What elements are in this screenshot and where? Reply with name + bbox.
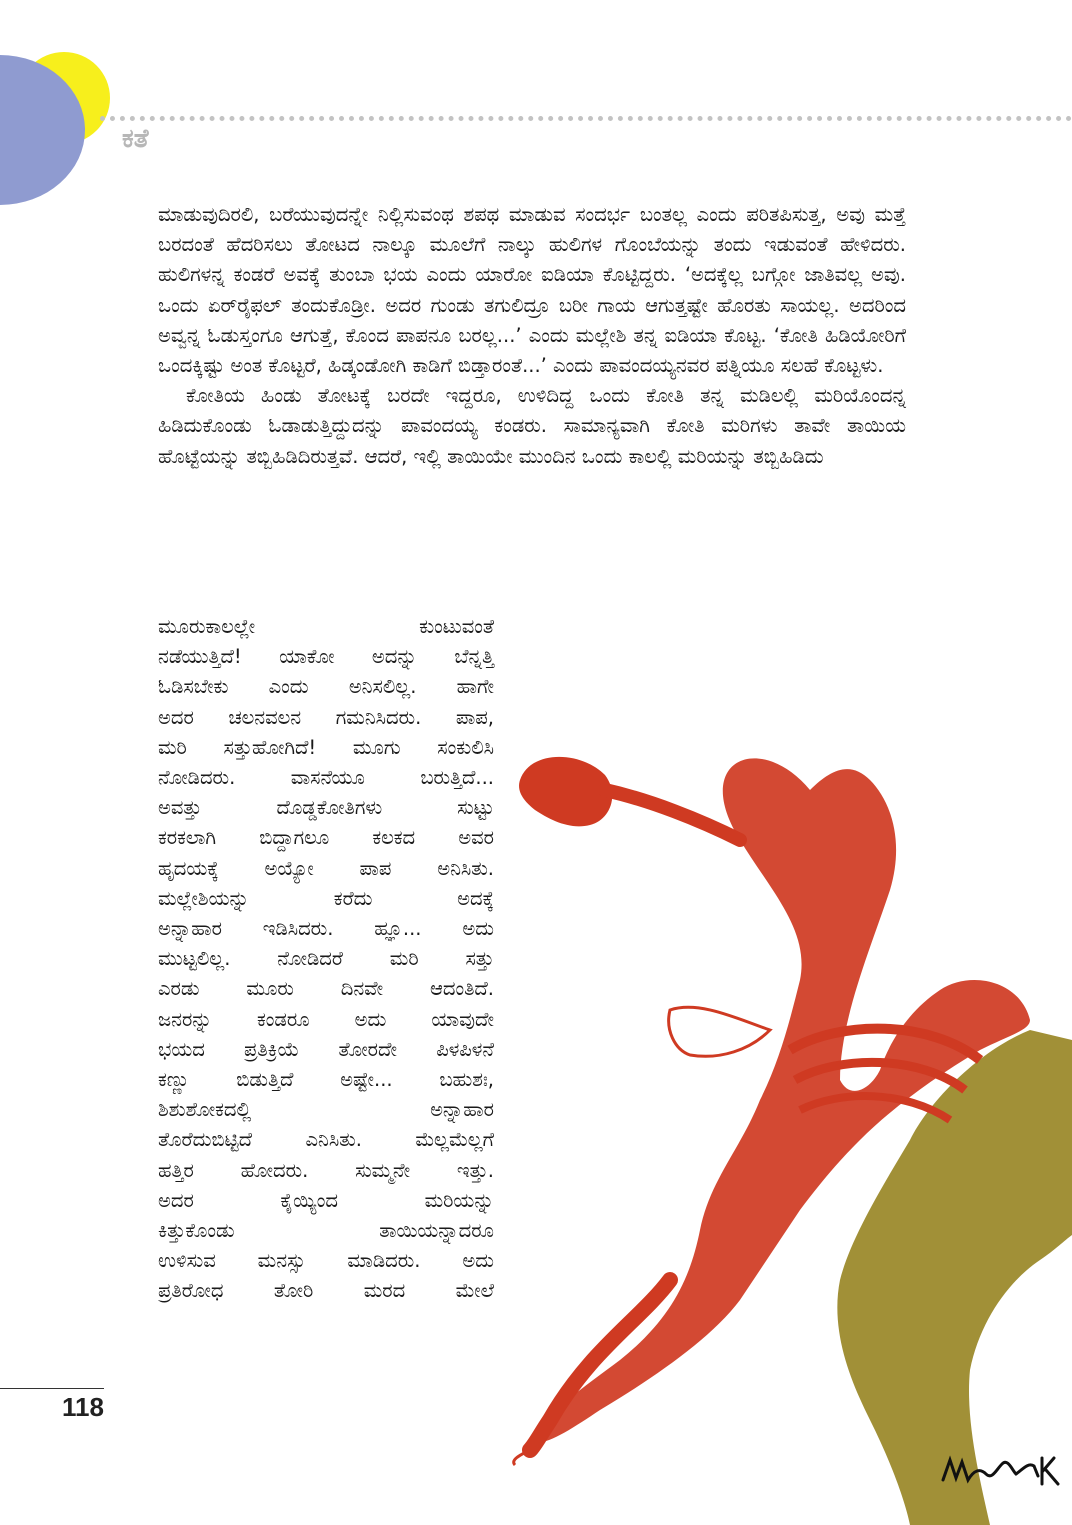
narrow-line: ಹತ್ತಿರ ಹೋದರು. ಸುಮ್ಮನೇ ಇತ್ತು.	[158, 1158, 494, 1182]
narrow-line: ಉಳಿಸುವ ಮನಸ್ಸು ಮಾಡಿದರು. ಅದು	[158, 1249, 494, 1273]
narrow-line: ತೊರೆದುಬಿಟ್ಟಿದೆ ಎನಿಸಿತು. ಮೆಲ್ಲಮೆಲ್ಲಗೆ	[158, 1128, 494, 1152]
page-number: 118	[62, 1392, 104, 1422]
header-dotted-rule	[100, 116, 1072, 121]
narrow-line: ಓಡಿಸಬೇಕು ಎಂದು ಅನಿಸಲಿಲ್ಲ. ಹಾಗೇ	[158, 675, 494, 699]
figure-hand	[669, 1007, 770, 1056]
narrow-line: ಹೃದಯಕ್ಕೆ ಅಯ್ಯೋ ಪಾಪ ಅನಿಸಿತು.	[158, 856, 494, 880]
narrow-line: ಮೂರುಕಾಲಲ್ಲೇ ಕುಂಟುವಂತೆ	[158, 615, 494, 638]
figure-illustration	[510, 720, 1072, 1525]
narrow-line: ಅದರ ಚಲನವಲನ ಗಮನಿಸಿದರು. ಪಾಪ,	[158, 705, 494, 729]
narrow-line: ಜನರನ್ನು ಕಂಡರೂ ಅದು ಯಾವುದೇ	[158, 1007, 494, 1031]
figure-arm	[605, 790, 740, 840]
section-label: ಕತೆ	[122, 124, 149, 154]
narrow-line: ಪ್ರತಿರೋಧ ತೋರಿ ಮರದ ಮೇಲೆ	[158, 1279, 494, 1303]
narrow-line: ಮರಿ ಸತ್ತುಹೋಗಿದೆ! ಮೂಗು ಸಂಕುಲಿಸಿ	[158, 735, 494, 759]
narrow-line: ನೋಡಿದರು. ವಾಸನೆಯೂ ಬರುತ್ತಿದೆ...	[158, 766, 494, 790]
paragraph-1: ಮಾಡುವುದಿರಲಿ, ಬರೆಯುವುದನ್ನೇ ನಿಲ್ಲಿಸುವಂಥ ಶಪಥ ಮಾಡುವ ಸಂದರ್ಭ ಬಂತಲ್ಲ ಎಂದು ಪರಿತಪಿಸುತ್ತ, ಅವು ಮತ್ತೆ ಬರದಂತೆ ಹೆದರಿಸಲು ತೋಟದ ನಾಲ್ಕೂ ಮೂಲೆಗೆ ನಾಲ್ಕು ಹುಲಿಗಳ ಗೊಂಬೆಯನ್ನು ತಂದು ಇಡುವಂತೆ ಹೇಳಿದರು. ಹುಲಿಗಳನ್ನ ಕಂಡರೆ ಅವಕ್ಕೆ ತುಂಬಾ ಭಯ ಎಂದು ಯಾರೋ ಐಡಿಯಾ ಕೊಟ್ಟಿದ್ದರು. ‘ಅದಕ್ಕೆಲ್ಲ ಬಗ್ಗೋ ಜಾತಿವಲ್ಲ ಅವು. ಒಂದು ಏರ್‌ರೈಫಲ್ ತಂದುಕೊಡ್ರೀ. ಅದರ ಗುಂಡು ತಗುಲಿದ್ರೂ ಬರೀ ಗಾಯ ಆಗುತ್ತಷ್ಟೇ ಹೊರತು ಸಾಯಲ್ಲ. ಅದರಿಂದ ಅವ್ವನ್ನ ಓಡುಸ್ತಂಗೂ ಆಗುತ್ತೆ, ಕೊಂದ ಪಾಪನೂ ಬರಲ್ಲ...’ ಎಂದು ಮಲ್ಲೇಶಿ ತನ್ನ ಐಡಿಯಾ ಕೊಟ್ಟ. ‘ಕೋತಿ ಹಿಡಿಯೋರಿಗೆ ಒಂದಕ್ಕಿಷ್ಟು ಅಂತ ಕೊಟ್ಟರೆ, ಹಿಡ್ಕಂಡೋಗಿ ಕಾಡಿಗೆ ಬಿಡ್ತಾರಂತೆ...’ ಎಂದು ಪಾವಂದಯ್ಯನವರ ಪತ್ನಿಯೂ ಸಲಹೆ ಕೊಟ್ಟಳು.	[158, 203, 906, 378]
page-number-rule	[0, 1388, 104, 1389]
narrow-line: ನಡೆಯುತ್ತಿದೆ! ಯಾಕೋ ಅದನ್ನು ಬೆನ್ನತ್ತಿ	[158, 645, 494, 669]
artist-signature	[938, 1440, 1068, 1500]
narrow-line: ಭಯದ ಪ್ರತಿಕ್ರಿಯೆ ತೋರದೇ ಪಿಳಪಿಳನೆ	[158, 1037, 494, 1061]
narrow-line: ಅದರ ಕೈಯ್ಯಿಂದ ಮರಿಯನ್ನು	[158, 1188, 494, 1212]
narrow-line: ಅನ್ನಾಹಾರ ಇಡಿಸಿದರು. ಹ್ಞೂ... ಅದು	[158, 917, 494, 941]
story-narrow-column	[158, 612, 494, 1307]
narrow-line: ಶಿಶುಶೋಕದಲ್ಲಿ ಅನ್ನಾಹಾರ	[158, 1098, 494, 1122]
narrow-line: ಕಿತ್ತುಕೊಂಡು ತಾಯಿಯನ್ನಾದರೂ	[158, 1219, 494, 1243]
narrow-line: ಕಣ್ಣು ಬಿಡುತ್ತಿದೆ ಅಷ್ಟೇ... ಬಹುಶಃ,	[158, 1068, 494, 1092]
narrow-line: ಎರಡು ಮೂರು ದಿನವೇ ಆದಂತಿದೆ.	[158, 977, 494, 1001]
story-body	[158, 200, 906, 472]
paragraph-2: ಕೋತಿಯ ಹಿಂಡು ತೋಟಕ್ಕೆ ಬರದೇ ಇದ್ದರೂ, ಉಳಿದಿದ್ದ ಒಂದು ಕೋತಿ ತನ್ನ ಮಡಿಲಲ್ಲಿ ಮರಿಯೊಂದನ್ನ ಹಿಡಿದುಕೊಂಡು ಓಡಾಡುತ್ತಿದ್ದುದನ್ನು ಪಾವಂದಯ್ಯ ಕಂಡರು. ಸಾಮಾನ್ಯವಾಗಿ ಕೋತಿ ಮರಿಗಳು ತಾವೇ ತಾಯಿಯ ಹೊಟ್ಟೆಯನ್ನು ತಬ್ಬಿಹಿಡಿದಿರುತ್ತವೆ. ಆದರೆ, ಇಲ್ಲಿ ತಾಯಿಯೇ ಮುಂದಿನ ಒಂದು ಕಾಲಲ್ಲಿ ಮರಿಯನ್ನು ತಬ್ಬಿಹಿಡಿದು	[158, 384, 906, 468]
narrow-line: ಅವತ್ತು ದೊಡ್ಡಕೋತಿಗಳು ಸುಟ್ಟು	[158, 796, 494, 820]
narrow-line: ಮಲ್ಲೇಶಿಯನ್ನು ಕರೆದು ಅದಕ್ಕೆ	[158, 886, 494, 910]
narrow-line: ಮುಟ್ಟಲಿಲ್ಲ. ನೋಡಿದರೆ ಮರಿ ಸತ್ತು	[158, 947, 494, 971]
narrow-line: ಕರಕಲಾಗಿ ಬಿದ್ದಾಗಲೂ ಕಲಕದ ಅವರ	[158, 826, 494, 850]
